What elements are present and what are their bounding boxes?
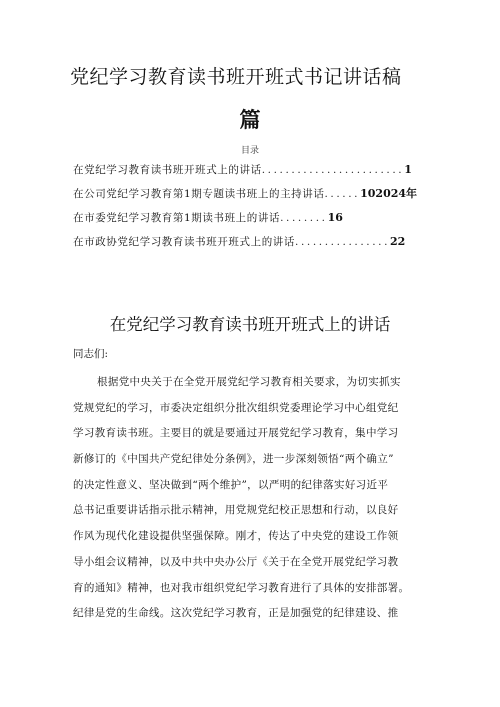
toc-leader-dots: ...... [324, 188, 361, 200]
body-line: 育的通知》精神，也对我市组织党纪学习教育进行了具体的安排部署。 [73, 581, 410, 594]
body-line: 根据党中央关于在全党开展党纪学习教育相关要求，为切实抓实 [97, 376, 401, 388]
body-line: 新修订的《中国共产党纪律处分条例》，进一步深刻领悟“两个确立” [73, 453, 394, 466]
body-line: 总书记重要讲话指示批示精神，用党规党纪校正思想和行动，以良好 [73, 504, 399, 517]
toc-entry-text: 在公司党纪学习教育第1期专题读书班上的主持讲话 [73, 188, 325, 200]
document-title-continuation: 篇 [239, 108, 261, 132]
body-line: 导小组会议精神，以及中共中央办公厅《关于在全党开展党纪学习教 [73, 555, 399, 568]
toc-entry-text: 在党纪学习教育读书班开班式上的讲话 [73, 164, 262, 176]
toc-leader-dots: ........ [280, 212, 328, 224]
body-line: 作风为现代化建设提供坚强保障。刚才，传达了中央党的建设工作领 [73, 530, 399, 543]
toc-page-number: 16 [327, 211, 343, 224]
body-line: 的决定性意义、坚决做到“两个维护”，以严明的纪律落实好习近平 [73, 478, 389, 491]
toc-page-number: 102024年 [360, 187, 418, 200]
body-line: 学习教育读书班。主要目的就是要通过开展党纪学习教育，集中学习 [73, 427, 399, 440]
toc-entry[interactable] [73, 158, 433, 182]
salutation: 同志们: [73, 348, 109, 360]
toc-heading: 目录 [240, 146, 259, 156]
toc-entry[interactable] [73, 230, 433, 254]
toc-entry[interactable] [73, 206, 433, 230]
section-title: 在党纪学习教育读书班开班式上的讲话 [109, 315, 391, 334]
body-line: 党规党纪的学习，市委决定组织分批次组织党委理论学习中心组党纪 [73, 401, 399, 414]
toc-entry-text: 在市委党纪学习教育第1期读书班上的讲话 [73, 212, 281, 224]
table-of-contents [73, 158, 433, 254]
body-text [73, 370, 445, 627]
toc-page-number: 1 [404, 163, 412, 176]
toc-leader-dots: ................ [295, 236, 391, 248]
toc-leader-dots: ........................ [261, 164, 405, 176]
toc-entry-text: 在市政协党纪学习教育读书班开班式上的讲话 [73, 236, 295, 248]
document-title: 党纪学习教育读书班开班式书记讲话稿 [70, 66, 402, 88]
toc-entry[interactable] [73, 182, 433, 206]
toc-page-number: 22 [390, 235, 406, 248]
body-line: 纪律是党的生命线。这次党纪学习教育，正是加强党的纪律建设、推 [73, 607, 399, 620]
